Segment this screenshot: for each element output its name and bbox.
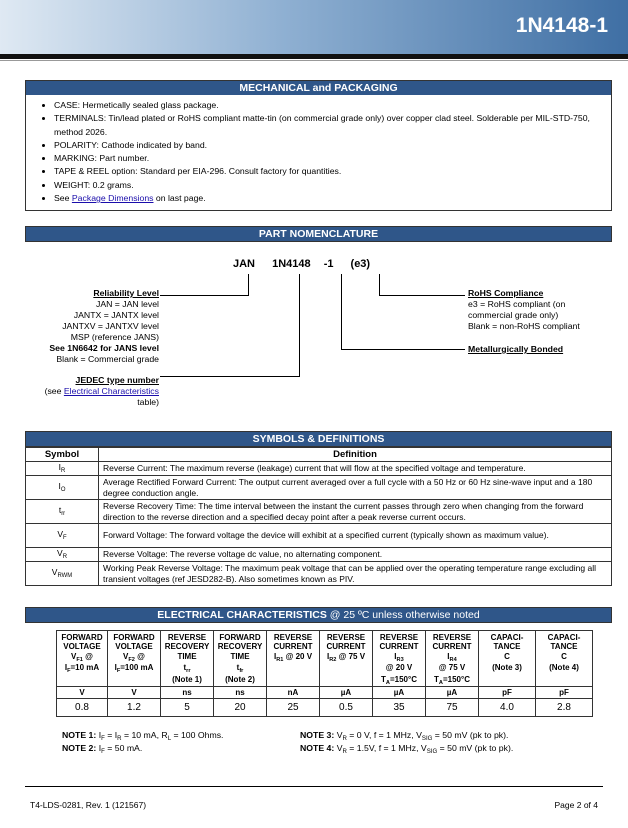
table-row: $I_O$ Average Rectified Forward Current: The output current averaged over a full cycle with a 50 Hz or 60 Hz sine-wave input and a 180 degree conduction angle.: [26, 476, 612, 500]
section-title: MECHANICAL and PACKAGING: [26, 81, 611, 95]
column-header: REVERSE RECOVERY TIME $t_{rr}$ (Note 1): [161, 631, 214, 687]
footer-doc-id: T4-LDS-0281, Rev. 1 (121567): [30, 800, 147, 810]
value-cell: 5: [161, 699, 214, 717]
value-cell: 0.5: [320, 699, 373, 717]
unit-cell: pF: [536, 687, 593, 699]
reliability-title: Reliability Level: [93, 288, 159, 298]
bonded-block: Metallurgically Bonded: [468, 344, 564, 354]
table-row: $t_{rr}$ Reverse Recovery Time: The time interval between the instant the current passes through zero when changing from the forward direction to the reverse direction and a specified decay point after a peak reverse current occurs.: [26, 500, 612, 524]
part-number-title: 1N4148-1: [515, 14, 608, 37]
footer-rule: [25, 786, 603, 787]
column-header: REVERSE CURRENT $I_{R3}$ @ 20 V $T_A=150^\circ C$: [373, 631, 426, 687]
section-title: PART NOMENCLATURE: [26, 227, 611, 241]
electrical-table: [56, 630, 593, 717]
list-item: • TERMINALS: Tin/lead plated or RoHS compliant matte-tin (on commercial grade only) over copper clad steel. Solderable per MIL-STD-750, method 2026.: [54, 112, 611, 139]
column-header: FORWARD VOLTAGE $V_{F1}$ @ $I_F=10$ mA: [57, 631, 108, 687]
connector-line: [160, 295, 249, 296]
value-cell: 1.2: [108, 699, 161, 717]
connector-line: [160, 376, 300, 377]
value-cell: 2.8: [536, 699, 593, 717]
list-item: • TAPE & REEL option: Standard per EIA-296. Consult factory for quantities.: [54, 165, 611, 178]
value-cell: 20: [214, 699, 267, 717]
table-row: $V_F$ Forward Voltage: The forward voltage the device will exhibit at a specified current (typically shown as maximum value).: [26, 524, 612, 548]
value-cell: 0.8: [57, 699, 108, 717]
jedec-title: JEDEC type number: [75, 375, 159, 385]
electrical-section: [25, 607, 612, 623]
unit-cell: V: [108, 687, 161, 699]
connector-line: [248, 274, 249, 296]
electrical-characteristics-link[interactable]: Electrical Characteristics: [63, 386, 159, 396]
nomenclature-code: [233, 259, 370, 270]
header-banner: [0, 0, 628, 54]
value-cell: 75: [426, 699, 479, 717]
unit-cell: µA: [373, 687, 426, 699]
unit-cell: pF: [479, 687, 536, 699]
symbols-section: [25, 431, 612, 589]
value-cell: 4.0: [479, 699, 536, 717]
unit-cell: ns: [161, 687, 214, 699]
code-jan: JAN: [233, 258, 256, 270]
list-item: • WEIGHT: 0.2 grams.: [54, 179, 611, 192]
notes-left: NOTE 1: $I_F = I_R = 10$ mA, $R_L = 100$ Ohms. NOTE 2: $I_F = 50$ mA.: [62, 730, 224, 755]
rohs-block: RoHS Compliance e3 = RoHS compliant (on commercial grade only) Blank = non-RoHS compliant: [468, 288, 580, 331]
connector-line: [379, 295, 465, 296]
header-rule: [0, 54, 628, 59]
section-title: SYMBOLS & DEFINITIONS: [25, 431, 612, 447]
list-item: • CASE: Hermetically sealed glass package.: [54, 99, 611, 112]
list-item: • See Package Dimensions on last page.: [54, 192, 611, 205]
column-header: CAPACI- TANCE C (Note 4): [536, 631, 593, 687]
table-row: $V_R$ Reverse Voltage: The reverse voltage dc value, no alternating component.: [26, 548, 612, 562]
connector-line: [341, 274, 342, 350]
unit-cell: µA: [320, 687, 373, 699]
connector-line: [379, 274, 380, 296]
reliability-level-block: Reliability Level JAN = JAN level JANTX = JANTX level JANTXV = JANTXV level MSP (reference JANS) See 1N6642 for JANS level Blank = Commercial grade: [49, 288, 159, 364]
column-header: FORWARD RECOVERY TIME $t_{fr}$ (Note 2): [214, 631, 267, 687]
value-cell: 25: [267, 699, 320, 717]
table-header-row: [57, 631, 593, 687]
mechanical-packaging-section: [25, 80, 612, 211]
jedec-block: JEDEC type number (see Electrical Characteristics table): [44, 375, 159, 407]
symbols-table: [25, 447, 612, 586]
unit-cell: µA: [426, 687, 479, 699]
code-e3: (e3): [350, 258, 371, 270]
section-title: ELECTRICAL CHARACTERISTICS @ 25 ºC unless otherwise noted: [26, 608, 611, 622]
column-header: CAPACI- TANCE C (Note 3): [479, 631, 536, 687]
column-header: REVERSE CURRENT $I_{R1}$ @ 20 V: [267, 631, 320, 687]
code-part: 1N4148: [272, 258, 311, 270]
column-header: REVERSE CURRENT $I_{R4}$ @ 75 V $T_A=150^\circ C$: [426, 631, 479, 687]
table-unit-row: [57, 687, 593, 699]
table-row: $V_{RWM}$ Working Peak Reverse Voltage: The maximum peak voltage that can be applied over the operating temperature range excluding all transient voltages (ref JESD282-B). Also sometimes known as PIV.: [26, 562, 612, 586]
list-item: • MARKING: Part number.: [54, 152, 611, 165]
column-header: FORWARD VOLTAGE $V_{F2}$ @ $I_F=100$ mA: [108, 631, 161, 687]
unit-cell: V: [57, 687, 108, 699]
connector-line: [341, 349, 465, 350]
unit-cell: nA: [267, 687, 320, 699]
unit-cell: ns: [214, 687, 267, 699]
notes-right: NOTE 3: $V_R = 0$ V, f = 1 MHz, $V_{SIG} = 50$ mV (pk to pk). NOTE 4: $V_R = 1.5V$, f = 1 MHz, $V_{SIG} = 50$ mV (pk to pk).: [300, 730, 514, 755]
column-header: REVERSE CURRENT $I_{R2}$ @ 75 V: [320, 631, 373, 687]
code-suffix: -1: [323, 258, 334, 270]
table-row: $I_R$ Reverse Current: The maximum reverse (leakage) current that will flow at the specified voltage and temperature.: [26, 462, 612, 476]
package-dimensions-link[interactable]: Package Dimensions: [71, 193, 154, 204]
mechanical-list: [26, 99, 611, 205]
value-cell: 35: [373, 699, 426, 717]
header-rule-thin: [0, 60, 628, 61]
table-row: [57, 699, 593, 717]
footer-page-number: Page 2 of 4: [554, 800, 598, 810]
list-item: • POLARITY: Cathode indicated by band.: [54, 139, 611, 152]
table-header-row: Symbol Definition: [26, 448, 612, 462]
rohs-title: RoHS Compliance: [468, 288, 544, 298]
connector-line: [299, 274, 300, 377]
